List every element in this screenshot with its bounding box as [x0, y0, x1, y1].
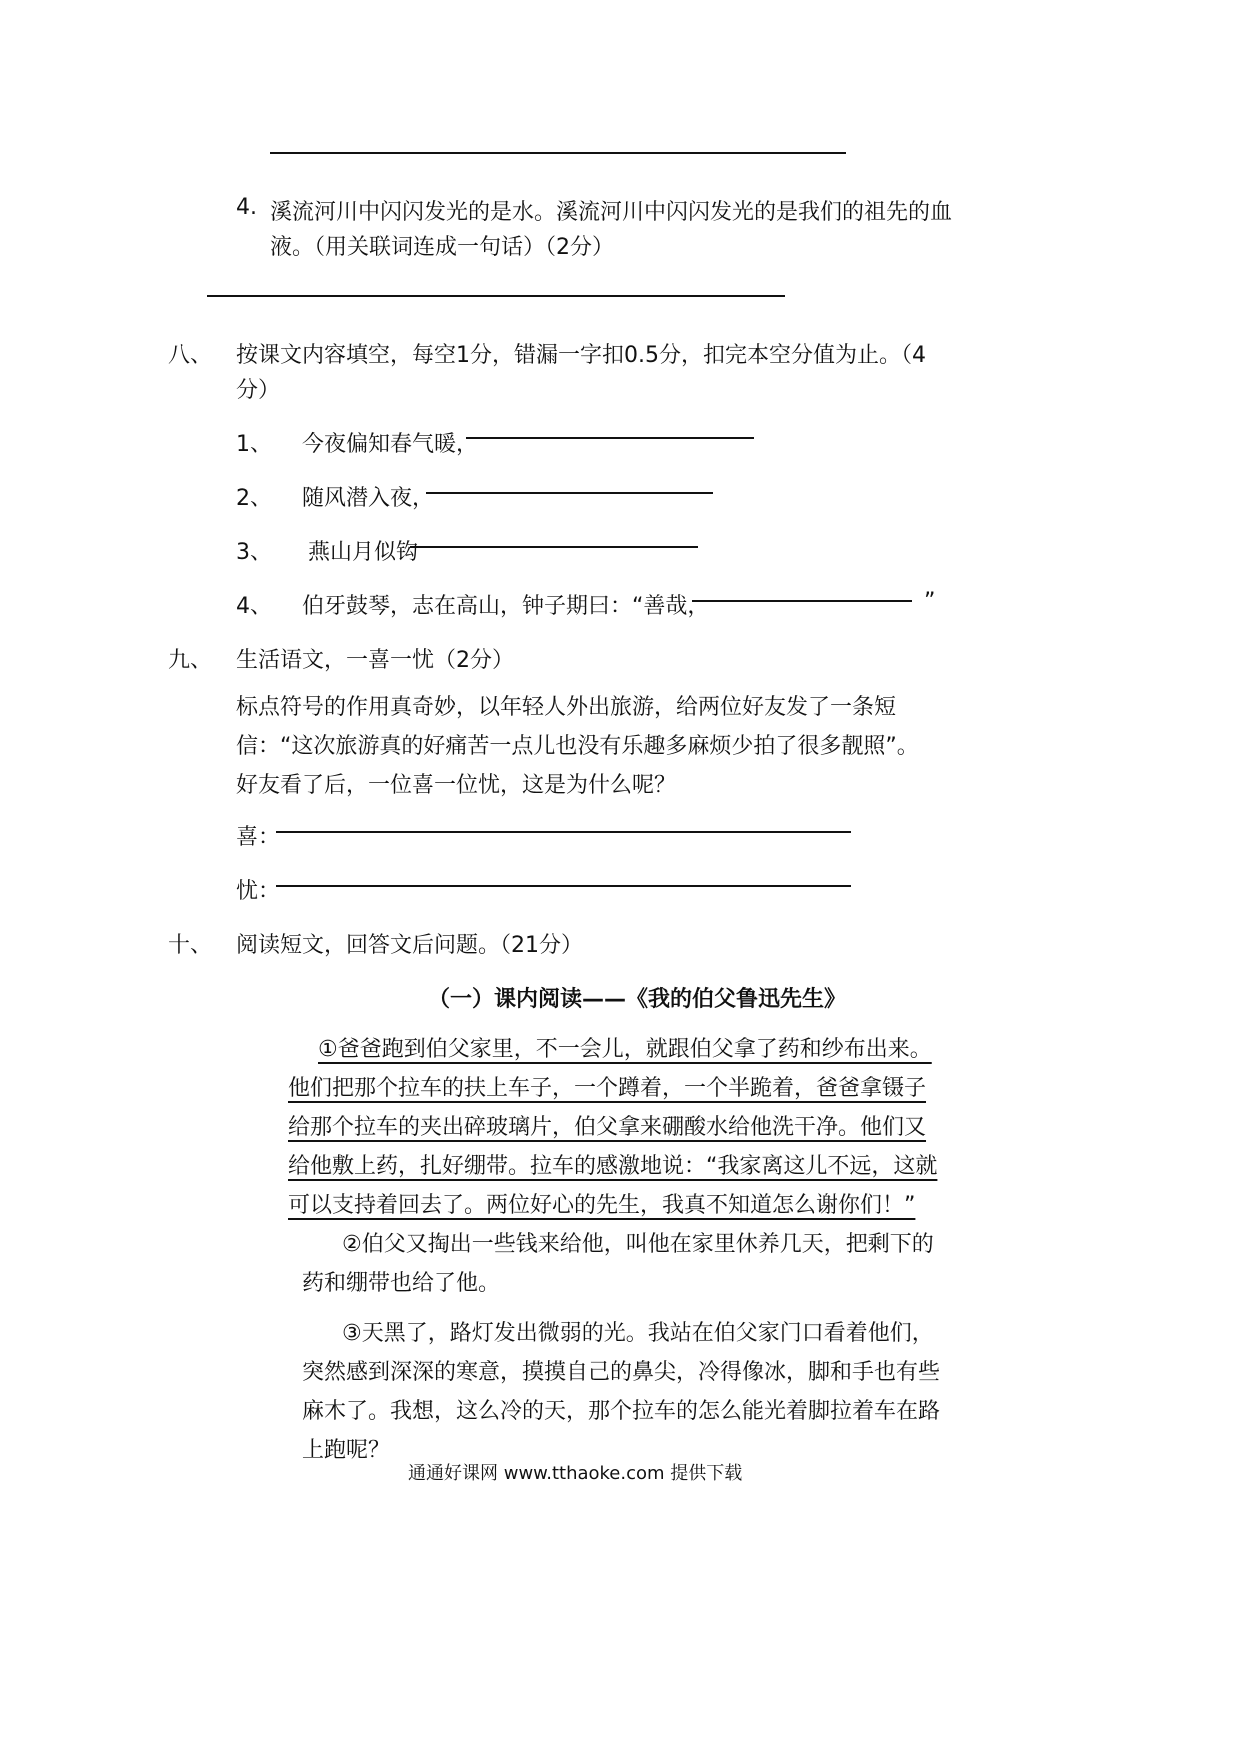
- item-text: 随风潜入夜，: [302, 486, 435, 511]
- answer-line[interactable]: [270, 152, 846, 154]
- fill-blank-line[interactable]: [466, 437, 754, 439]
- section-title: 按课文内容填空，每空1分，错漏一字扣0.5分，扣完本空分值为止。（4: [236, 343, 926, 368]
- page-footer: 通通好课网 www.tthaoke.com 提供下载: [408, 1463, 743, 1484]
- section-number: 十、: [168, 933, 213, 958]
- underlined-passage: ①爸爸跑到伯父家里，不一会儿，就跟伯父拿了药和纱布出来。他们把那个拉车的扶上车子，一个蹲着，一个半跪着，爸爸拿镊子给那个拉车的夹出碎玻璃片，伯父拿来硼酸水给他洗干净。他们又给他敷上药，扎好绷带。拉车的感激地说：“我家离这儿不远，这就可以支持着回去了。两位好心的先生，我真不知道怎么谢你们！”: [288, 1037, 938, 1218]
- item-number: 4、: [236, 594, 272, 619]
- section-title: 阅读短文，回答文后问题。（21分）: [236, 933, 583, 958]
- section-number: 九、: [168, 648, 213, 673]
- section-title: 生活语文，一喜一忧（2分）: [236, 648, 514, 673]
- question-text: 液。（用关联词连成一句话）（2分）: [270, 235, 614, 260]
- answer-label-you: 忧：: [236, 879, 281, 904]
- answer-line[interactable]: [276, 885, 851, 887]
- item-text: 伯牙鼓琴，志在高山，钟子期曰：“善哉，: [302, 594, 710, 619]
- item-number: 3、: [236, 540, 272, 565]
- section-title: 分）: [236, 378, 281, 403]
- item-text: 燕山月似钩: [308, 540, 419, 565]
- question-text: 溪流河川中闪闪发光的是水。溪流河川中闪闪发光的是我们的祖先的血: [270, 200, 953, 225]
- closing-quote: ”: [924, 589, 936, 614]
- question-paragraph: 标点符号的作用真奇妙，以年轻人外出旅游，给两位好友发了一条短信：“这次旅游真的好痛苦一点儿也没有乐趣多麻烦少拍了很多靓照”。好友看了后，一位喜一位忧，这是为什么呢？: [236, 695, 919, 798]
- answer-label-xi: 喜：: [236, 825, 281, 850]
- fill-blank-line[interactable]: [692, 600, 912, 602]
- question-number: 4.: [236, 195, 257, 220]
- item-text: 今夜偏知春气暖，: [302, 432, 479, 457]
- reading-paragraph: ②伯父又掏出一些钱来给他，叫他在家里休养几天，把剩下的药和绷带也给了他。: [302, 1232, 934, 1296]
- answer-line[interactable]: [276, 831, 851, 833]
- section-number: 八、: [168, 343, 213, 368]
- reading-subtitle: （一）课内阅读——《我的伯父鲁迅先生》: [428, 987, 847, 1012]
- item-number: 1、: [236, 432, 272, 457]
- answer-line[interactable]: [207, 295, 785, 297]
- fill-blank-line[interactable]: [410, 546, 698, 548]
- reading-paragraph: [288, 1030, 940, 1225]
- item-number: 2、: [236, 486, 272, 511]
- reading-paragraph: ③天黑了，路灯发出微弱的光。我站在伯父家门口看着他们，突然感到深深的寒意，摸摸自己的鼻尖，冷得像冰，脚和手也有些麻木了。我想，这么冷的天，那个拉车的怎么能光着脚拉着车在路上跑呢？: [302, 1321, 941, 1463]
- fill-blank-line[interactable]: [426, 492, 713, 494]
